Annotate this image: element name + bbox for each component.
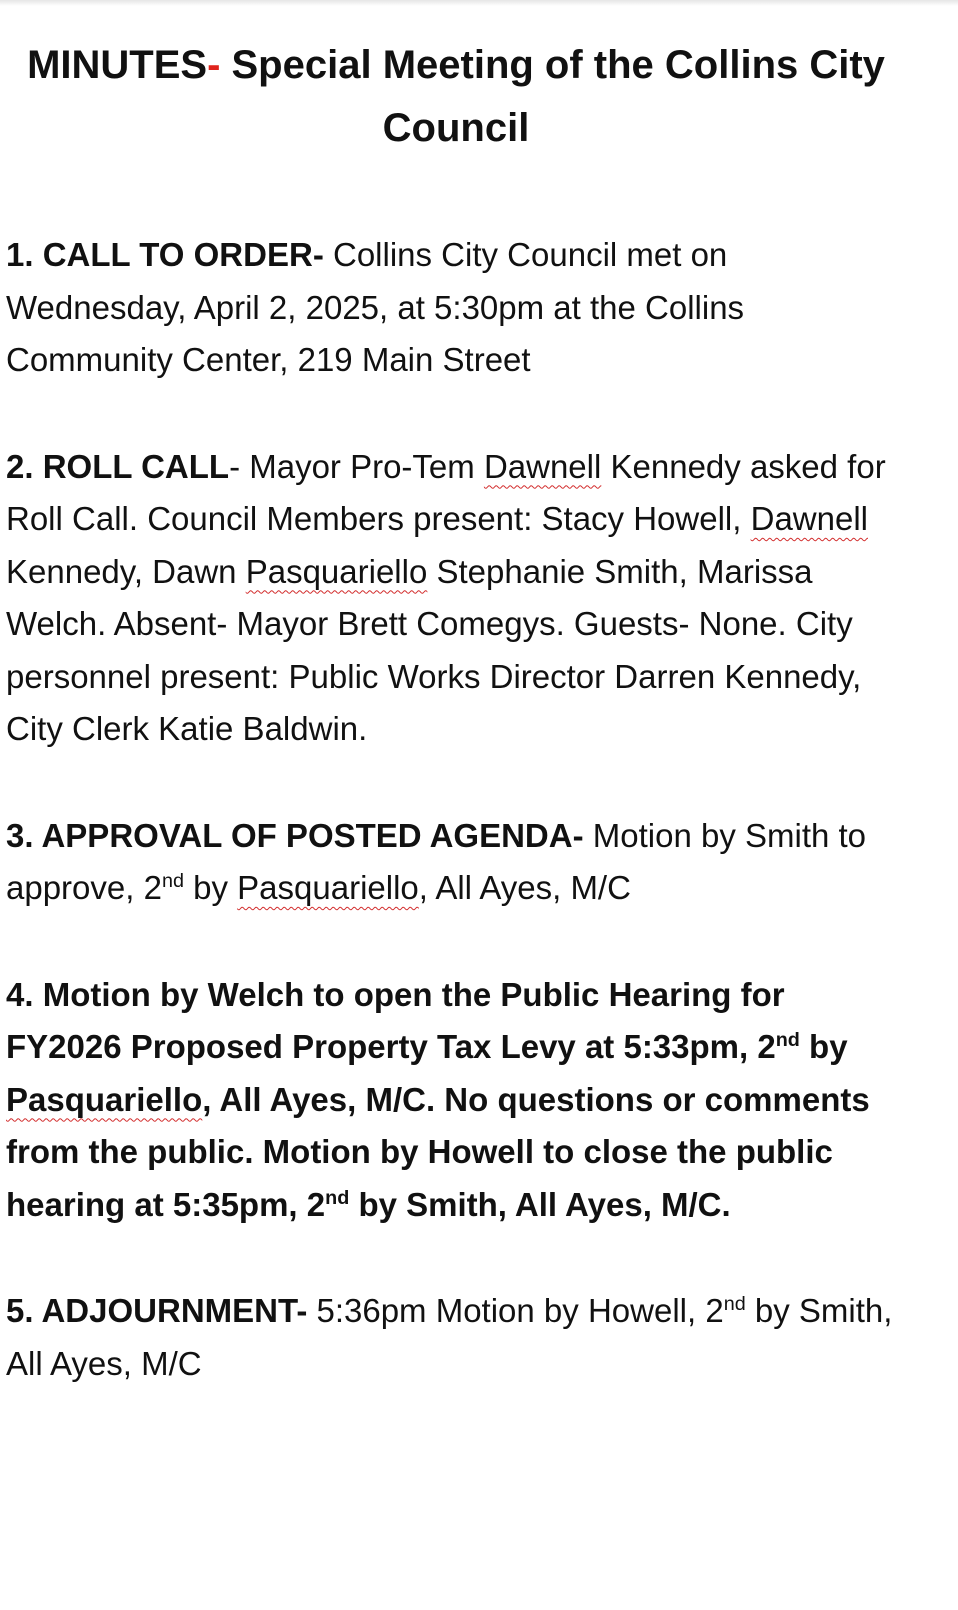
spellcheck-word: Dawnell [483, 447, 602, 485]
agenda-heading: 3. APPROVAL OF POSTED AGENDA- [6, 816, 584, 854]
ordinal-suffix: nd [723, 1293, 746, 1316]
adjournment-heading: 5. ADJOURNMENT- [6, 1292, 308, 1329]
title-part-minutes: MINUTES [27, 43, 208, 87]
call-to-order-heading: 1. CALL TO ORDER- [6, 236, 324, 273]
public-hearing-text-2: by [799, 1028, 848, 1065]
roll-call-text-3: Kennedy, Dawn [6, 552, 246, 590]
adjournment-text-2: by Smith, All Ayes, M/C [6, 1292, 893, 1382]
roll-call-text-2: Kennedy asked for Roll Call. Council Members present: Stacy Howell, [6, 447, 886, 537]
page-top-edge [0, 0, 958, 6]
ordinal-suffix: nd [775, 1029, 800, 1052]
item-adjournment [6, 1285, 906, 1390]
item-call-to-order [6, 229, 906, 387]
title-part-meeting: Special Meeting of the Collins City Council [220, 43, 885, 150]
public-hearing-text-3: , All Ayes, M/C. No questions or comments from the public. Motion by Howell to close the public hearing at 5:35pm, 2 [6, 1080, 870, 1223]
public-hearing-text-4: by Smith, All Ayes, M/C. [349, 1185, 731, 1223]
minutes-document [6, 34, 936, 1390]
agenda-text-1: Motion by Smith to approve, 2 [6, 816, 867, 906]
roll-call-heading: 2. ROLL CALL [6, 447, 230, 485]
item-public-hearing [6, 969, 906, 1232]
agenda-text-2: by [183, 869, 238, 906]
call-to-order-text: Collins City Council met on Wednesday, April 2, 2025, at 5:30pm at the Collins Community Center, 219 Main Street [6, 236, 745, 378]
title-dash: - [207, 43, 221, 87]
roll-call-text-4: Stephanie Smith, Marissa Welch. Absent- Mayor Brett Comegys. Guests- None. City personnel present: Public Works Director Darren Kennedy, City Clerk Katie Baldwin. [6, 552, 862, 747]
adjournment-text-1: 5:36pm Motion by Howell, 2 [307, 1292, 724, 1329]
spellcheck-word: Pasquariello [245, 552, 428, 590]
public-hearing-text-1: Motion by Welch to open the Public Hearing for FY2026 Proposed Property Tax Levy at 5:33pm, 2 [6, 975, 785, 1065]
item-approval-of-agenda [6, 810, 906, 915]
spellcheck-word: Pasquariello [237, 869, 419, 906]
spellcheck-word: Pasquariello [6, 1080, 203, 1118]
ordinal-suffix: nd [161, 870, 184, 893]
ordinal-suffix: nd [325, 1186, 350, 1209]
public-hearing-number: 4. [6, 975, 34, 1013]
spellcheck-word: Dawnell [750, 500, 868, 537]
agenda-text-3: , All Ayes, M/C [418, 869, 631, 906]
roll-call-text-1: - Mayor Pro-Tem [229, 447, 484, 485]
page-title [6, 34, 906, 160]
item-roll-call [6, 441, 906, 756]
